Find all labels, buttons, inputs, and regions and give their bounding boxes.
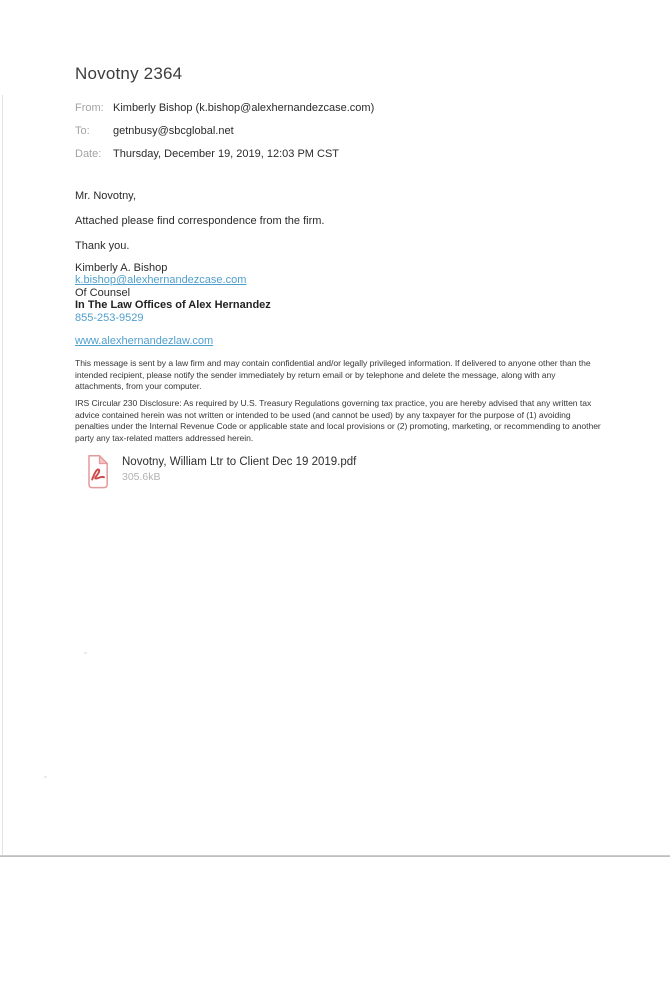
attachment-filesize: 305.6kB [122,471,161,483]
body-greeting: Mr. Novotny, [75,190,136,202]
body-message: Attached please find correspondence from the firm. [75,215,325,227]
attachment-meta [122,453,356,483]
email-body [75,190,324,265]
header-row-date [75,148,374,171]
signature-email-link[interactable]: k.bishop@alexhernandezcase.com [75,274,247,287]
date-label: Date: [75,148,102,160]
email-subject: Novotny 2364 [75,64,183,83]
from-value: Kimberly Bishop (k.bishop@alexhernandezcase.com) [113,102,375,114]
to-label: To: [75,125,90,137]
body-closing: Thank you. [75,240,130,252]
signature-name: Kimberly A. Bishop [75,262,168,274]
signature-website-link[interactable]: www.alexhernandezlaw.com [75,335,214,348]
irs-circular-230-disclaimer: IRS Circular 230 Disclosure: As required by U.S. Treasury Regulations governing tax practice, you are hereby advised that any written tax advice contained herein was not written or intended to be used (and cannot be used) by any taxpayer for the purpose of (1) avoiding penalties under the Internal Revenue Code or applicable state and local provisions or (2) promoting, marketing, or recommending to another party any tax-related matters addressed herein. [75,398,601,443]
pdf-file-icon [83,453,111,491]
date-value: Thursday, December 19, 2019, 12:03 PM CST [113,148,340,160]
to-value: getnbusy@sbcglobal.net [113,125,234,137]
attachment-item[interactable] [83,453,356,491]
header-row-to [75,125,374,148]
confidentiality-disclaimer: This message is sent by a law firm and may contain confidential and/or legally privileged information. If delivered to anyone other than the intended recipient, please notify the sender immediately by return email or by telephone and delete the message, along with any attachments, from your computer. [75,358,591,392]
from-label: From: [75,102,104,114]
signature-phone[interactable]: 855-253-9529 [75,311,144,324]
scan-speck [44,776,47,778]
signature-title: Of Counsel [75,286,131,299]
header-row-from [75,102,374,125]
scan-page-bottom-edge-line [0,855,670,857]
email-header-block [75,102,374,171]
attachment-filename: Novotny, William Ltr to Client Dec 19 2019.pdf [122,456,357,468]
scan-speck [84,652,87,654]
scan-left-edge-line [2,95,3,856]
signature-block [75,262,271,347]
signature-firm: In The Law Offices of Alex Hernandez [75,299,271,312]
